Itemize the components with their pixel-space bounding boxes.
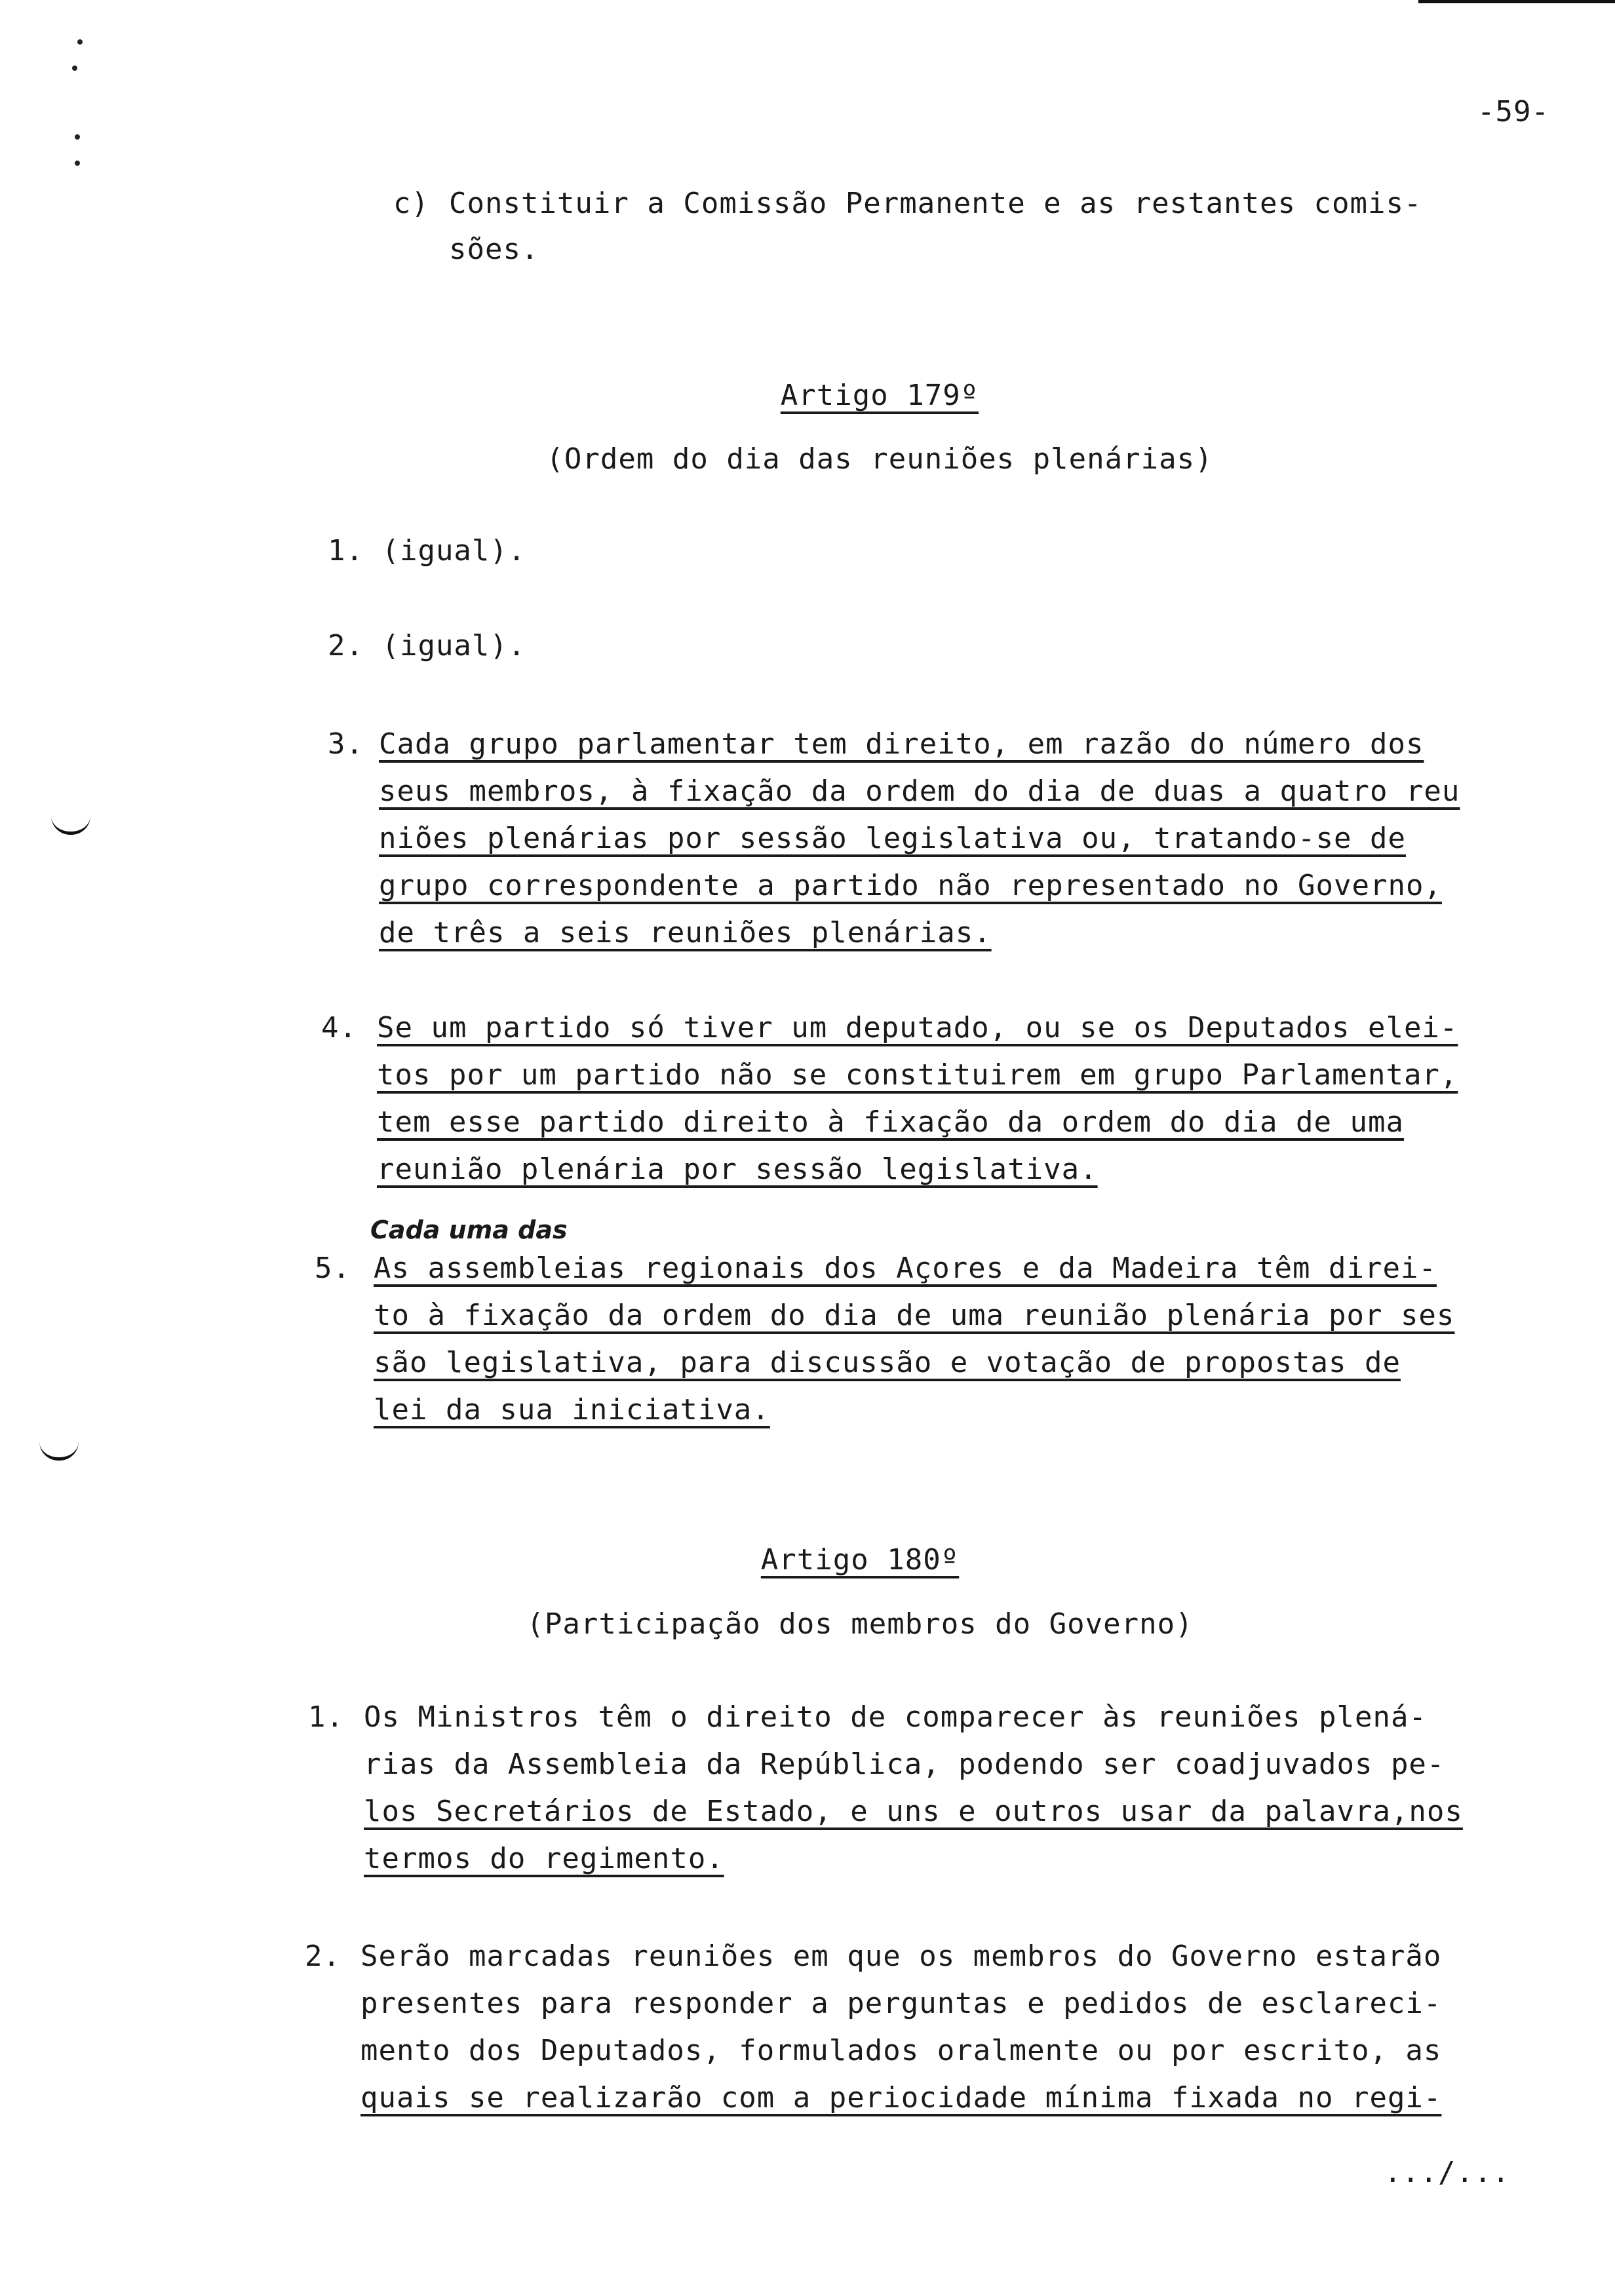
article-179-subtitle: (Ordem do dia das reuniões plenárias) [546, 442, 1213, 476]
paragraph-4-line: tos por um partido não se constituirem em grupo Parlamentar, [377, 1058, 1458, 1092]
paragraph-4-line: tem esse partido direito à fixação da ordem do dia de uma [377, 1105, 1404, 1139]
paragraph-5-line: lei da sua iniciativa. [374, 1393, 770, 1426]
paragraph-2-line: quais se realizarão com a periocidade mínima fixada no regi- [360, 2081, 1442, 2114]
margin-dot [72, 66, 77, 71]
paragraph-4-number: 4. [321, 1011, 357, 1044]
paragraph-4-line: reunião plenária por sessão legislativa. [377, 1153, 1098, 1186]
margin-mark [51, 816, 90, 835]
margin-mark [39, 1442, 79, 1461]
paragraph-1-line: Os Ministros têm o direito de comparecer às reuniões plená- [364, 1700, 1427, 1734]
paragraph-5-line: As assembleias regionais dos Açores e da Madeira têm direi- [374, 1252, 1437, 1285]
scan-edge-line [1418, 0, 1615, 3]
paragraph-4-line: Se um partido só tiver um deputado, ou se os Deputados elei- [377, 1011, 1458, 1044]
article-180-subtitle: (Participação dos membros do Governo) [526, 1607, 1194, 1641]
item-c-label: c) [393, 187, 429, 220]
paragraph-1-number: 1. [308, 1700, 344, 1734]
paragraph-5-number: 5. [315, 1252, 351, 1285]
page-number: -59- [1477, 95, 1549, 128]
paragraph-3-line: seus membros, à fixação da ordem do dia de duas a quatro reu [379, 775, 1460, 808]
article-179-title: Artigo 179º [780, 379, 979, 412]
article-180-title: Artigo 180º [760, 1543, 960, 1577]
paragraph-1-line: termos do regimento. [364, 1842, 724, 1875]
paragraph-1-line: los Secretários de Estado, e uns e outros usar da palavra,nos [364, 1795, 1463, 1828]
paragraph-1-line: rias da Assembleia da República, podendo ser coadjuvados pe- [364, 1748, 1445, 1781]
paragraph-3-number: 3. [328, 727, 364, 761]
paragraph-2-line: Serão marcadas reuniões em que os membros do Governo estarão [360, 1940, 1442, 1973]
continuation-mark: .../... [1384, 2156, 1510, 2189]
margin-dot [75, 161, 80, 166]
paragraph-3-line: grupo correspondente a partido não representado no Governo, [379, 869, 1442, 902]
paragraph-2-line: presentes para responder a perguntas e pedidos de esclareci- [360, 1987, 1442, 2020]
paragraph-2: 2. (igual). [328, 629, 526, 662]
paragraph-3-line: de três a seis reuniões plenárias. [379, 916, 992, 949]
paragraph-3-line: niões plenárias por sessão legislativa ou, tratando-se de [379, 822, 1406, 855]
paragraph-5-line: são legislativa, para discussão e votação de propostas de [374, 1346, 1401, 1379]
paragraph-5-line: to à fixação da ordem do dia de uma reunião plenária por ses [374, 1299, 1455, 1332]
paragraph-3-line: Cada grupo parlamentar tem direito, em razão do número dos [379, 727, 1424, 761]
paragraph-2-line: mento dos Deputados, formulados oralmente ou por escrito, as [360, 2034, 1442, 2067]
margin-dot [77, 39, 83, 45]
paragraph-2-number: 2. [305, 1940, 341, 1973]
margin-dot [75, 134, 80, 140]
paragraph-1: 1. (igual). [328, 534, 526, 567]
item-c-line: sões. [449, 233, 539, 266]
handwritten-insert: Cada uma das [370, 1215, 568, 1244]
item-c-line: Constituir a Comissão Permanente e as restantes comis- [449, 187, 1422, 220]
